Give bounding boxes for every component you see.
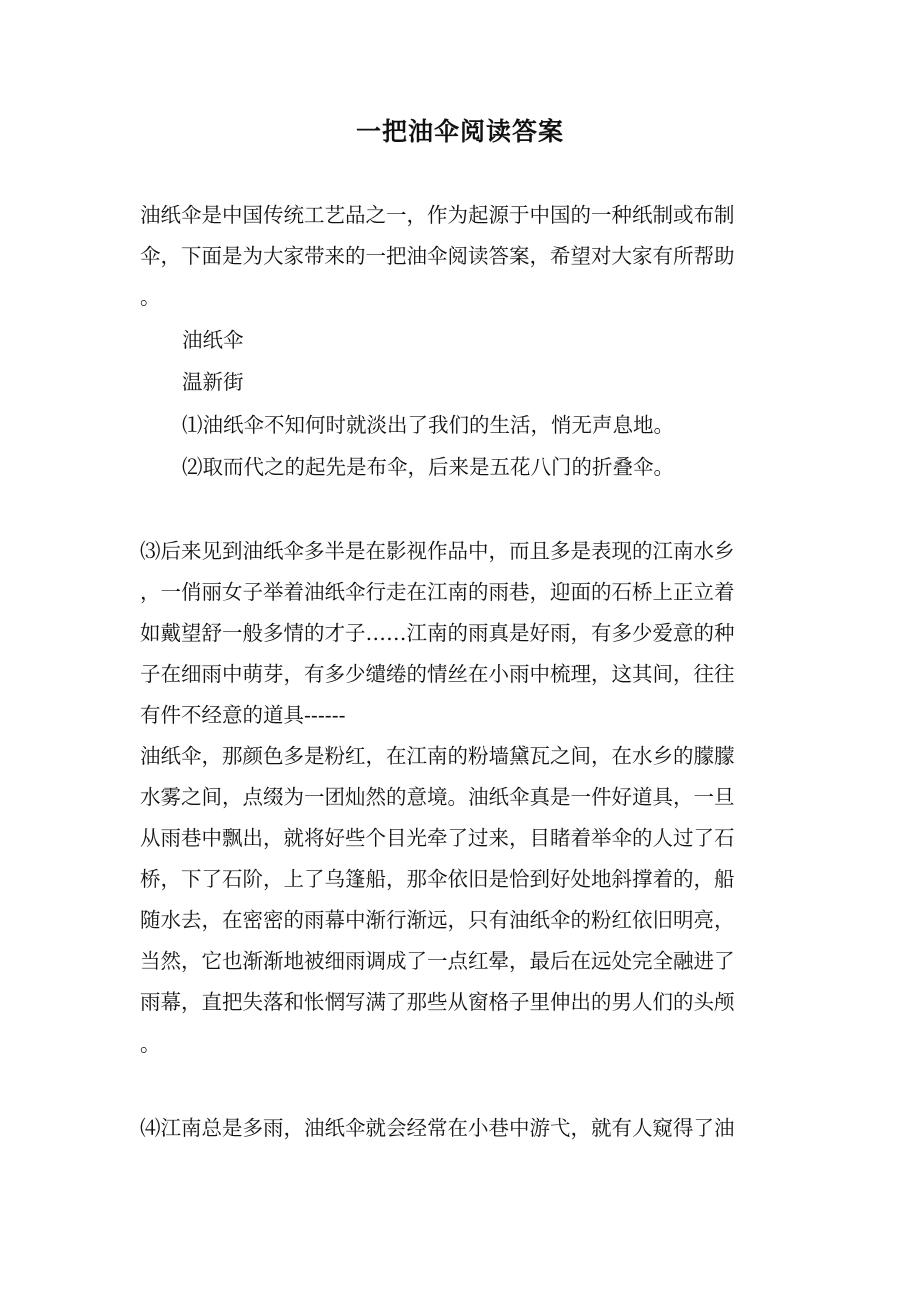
article-author: 温新街 [182,370,244,394]
intro-line-3: 。 [140,285,161,309]
paragraph-3-line-3: 如戴望舒一般多情的才子……江南的雨真是好雨，有多少爱意的种 [140,621,735,645]
paragraph-3-line-4: 子在细雨中萌芽，有多少缱绻的情丝在小雨中梳理，这其间，往往 [140,662,735,686]
intro-line-2: 伞，下面是为大家带来的一把油伞阅读答案，希望对大家有所帮助 [140,244,735,268]
paragraph-3-line-8: 从雨巷中飘出，就将好些个目光牵了过来，目睹着举伞的人过了石 [140,826,735,850]
paragraph-3-line-6: 油纸伞，那颜色多是粉红，在江南的粉墙黛瓦之间，在水乡的朦朦 [140,744,735,768]
article-title: 油纸伞 [182,328,244,352]
paragraph-3-line-1: ⑶后来见到油纸伞多半是在影视作品中，而且多是表现的江南水乡 [140,539,735,563]
paragraph-2: ⑵取而代之的起先是布伞，后来是五花八门的折叠伞。 [182,455,674,479]
paragraph-3-line-13: 。 [140,1032,161,1056]
paragraph-3-line-2: ，一俏丽女子举着油纸伞行走在江南的雨巷，迎面的石桥上正立着 [140,580,735,604]
paragraph-4-line-1: ⑷江南总是多雨，油纸伞就会经常在小巷中游弋，就有人窥得了油 [140,1116,735,1140]
paragraph-1: ⑴油纸伞不知何时就淡出了我们的生活，悄无声息地。 [182,413,674,437]
paragraph-3-line-5: 有件不经意的道具------ [140,703,346,727]
paragraph-3-line-10: 随水去，在密密的雨幕中渐行渐远，只有油纸伞的粉红依旧明亮， [140,908,735,932]
paragraph-3-line-7: 水雾之间，点缀为一团灿然的意境。油纸伞真是一件好道具，一旦 [140,785,735,809]
intro-line-1: 油纸伞是中国传统工艺品之一，作为起源于中国的一种纸制或布制 [140,203,735,227]
paragraph-3-line-11: 当然，它也渐渐地被细雨调成了一点红晕，最后在远处完全融进了 [140,949,735,973]
document-title: 一把油伞阅读答案 [355,117,564,146]
paragraph-3-line-9: 桥，下了石阶，上了乌篷船，那伞依旧是恰到好处地斜撑着的，船 [140,867,735,891]
paragraph-3-line-12: 雨幕，直把失落和怅惘写满了那些从窗格子里伸出的男人们的头颅 [140,990,735,1014]
